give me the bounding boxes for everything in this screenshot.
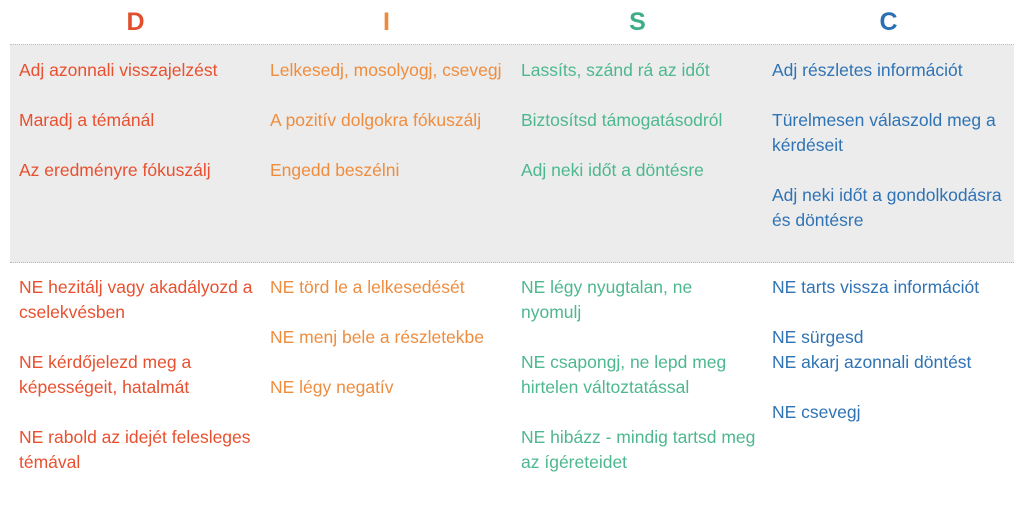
dont-item-s-2: NE csapongj, ne lepd meg hirtelen változtatással bbox=[521, 352, 727, 397]
dont-item-d-2: NE kérdőjelezd meg a képességeit, hatalmát bbox=[19, 352, 192, 397]
dont-column-i bbox=[261, 275, 512, 500]
header-row bbox=[10, 0, 1014, 44]
do-item-c-1: Adj részletes információt bbox=[772, 60, 963, 80]
do-item-d-3: Az eredményre fókuszálj bbox=[19, 160, 211, 180]
dont-band bbox=[10, 263, 1014, 500]
header-c: C bbox=[879, 8, 898, 36]
do-item-d-2: Maradj a témánál bbox=[19, 110, 155, 130]
do-item-s-1: Lassíts, szánd rá az időt bbox=[521, 60, 710, 80]
dont-item-i-3: NE légy negatív bbox=[270, 377, 394, 397]
dont-item-i-2: NE menj bele a részletekbe bbox=[270, 327, 484, 347]
dont-item-c-4: NE csevegj bbox=[772, 402, 861, 422]
dont-item-s-1: NE légy nyugtalan, ne nyomulj bbox=[521, 277, 693, 322]
do-band bbox=[10, 44, 1014, 263]
dont-item-c-2: NE sürgesd bbox=[772, 327, 864, 347]
dont-item-c-1: NE tarts vissza információt bbox=[772, 277, 980, 297]
dont-item-s-3: NE hibázz - mindig tartsd meg az ígéreteidet bbox=[521, 427, 756, 472]
do-item-s-2: Biztosítsd támogatásodról bbox=[521, 110, 723, 130]
header-i: I bbox=[383, 8, 390, 36]
dont-item-d-1: NE hezitálj vagy akadályozd a cselekvésben bbox=[19, 277, 253, 322]
do-item-d-1: Adj azonnali visszajelzést bbox=[19, 60, 218, 80]
do-item-c-3: Adj neki időt a gondolkodásra és döntésre bbox=[772, 185, 1002, 230]
dont-item-c-3: NE akarj azonnali döntést bbox=[772, 352, 972, 372]
do-column-i bbox=[261, 58, 512, 262]
do-item-i-1: Lelkesedj, mosolyogj, csevegj bbox=[270, 60, 502, 80]
disc-table bbox=[10, 0, 1014, 500]
dont-item-d-3: NE rabold az idejét felesleges témával bbox=[19, 427, 251, 472]
header-s: S bbox=[629, 8, 646, 36]
dont-column-d bbox=[10, 275, 261, 500]
header-d: D bbox=[126, 8, 145, 36]
do-column-c bbox=[763, 58, 1014, 262]
dont-item-i-1: NE törd le a lelkesedését bbox=[270, 277, 465, 297]
do-item-i-2: A pozitív dolgokra fókuszálj bbox=[270, 110, 482, 130]
dont-column-c bbox=[763, 275, 1014, 500]
dont-column-s bbox=[512, 275, 763, 500]
do-column-s bbox=[512, 58, 763, 262]
do-item-i-3: Engedd beszélni bbox=[270, 160, 400, 180]
do-column-d bbox=[10, 58, 261, 262]
do-item-c-2: Türelmesen válaszold meg a kérdéseit bbox=[772, 110, 996, 155]
do-item-s-3: Adj neki időt a döntésre bbox=[521, 160, 704, 180]
